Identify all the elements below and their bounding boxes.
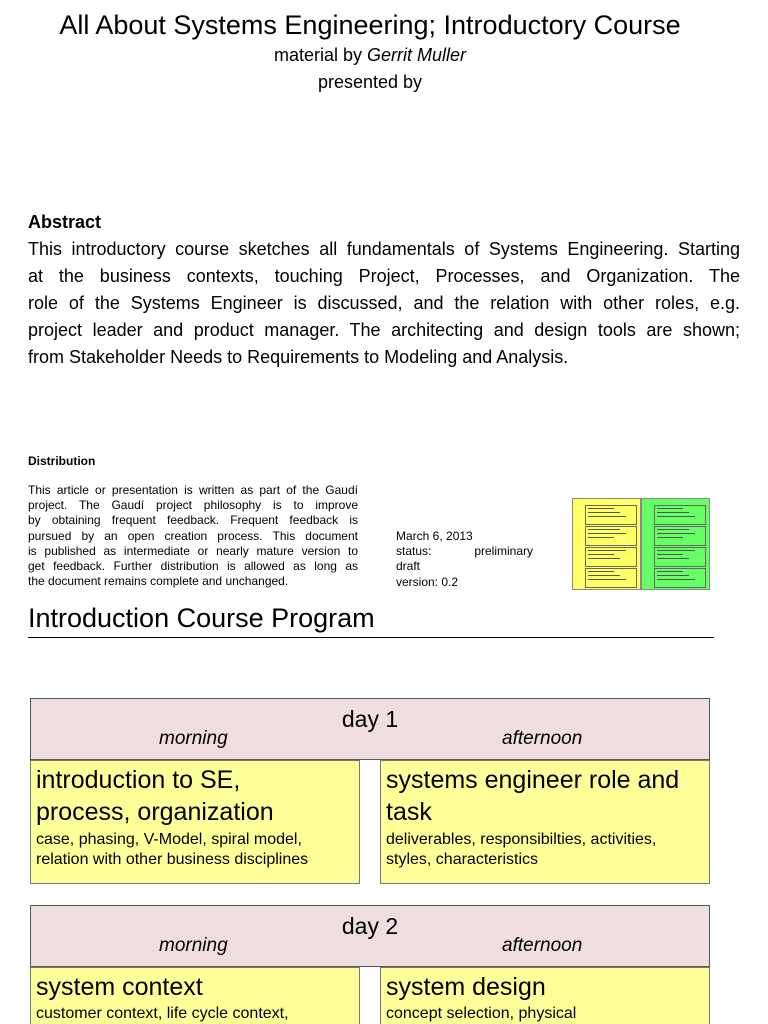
thumbnail-text-line bbox=[657, 554, 683, 555]
thumbnail-text-line bbox=[588, 571, 614, 572]
status-value: preliminary bbox=[474, 544, 533, 559]
distribution-text bbox=[28, 483, 358, 589]
thumbnail-text-line bbox=[657, 533, 695, 534]
thumbnail-text-line bbox=[588, 512, 620, 513]
thumbnail-right-half bbox=[641, 498, 710, 590]
afternoon-label: afternoon bbox=[502, 728, 583, 749]
abstract-text bbox=[28, 236, 740, 371]
section-title: Introduction Course Program bbox=[28, 603, 375, 633]
distribution-line: project. The Gaudí project philosophy is to improve bbox=[28, 498, 358, 513]
abstract-line: at the business contexts, touching Project, Processes, and Organization. The bbox=[28, 266, 740, 286]
thumbnail-text-line bbox=[588, 554, 614, 555]
day-name: day 1 bbox=[341, 706, 399, 732]
thumbnail-text-line bbox=[588, 550, 626, 551]
section-divider bbox=[28, 637, 714, 638]
thumbnail-text-line bbox=[588, 558, 620, 559]
abstract-line: project leader and product manager. The architecting and design tools are shown; bbox=[28, 320, 740, 340]
distribution-line: is published as intermediate or nearly mature version to bbox=[28, 543, 358, 558]
thumbnail-text-line bbox=[657, 558, 689, 559]
thumbnail-text-line bbox=[588, 529, 620, 530]
morning-label: morning bbox=[159, 935, 228, 956]
abstract-line: from Stakeholder Needs to Requirements to Modeling and Analysis. bbox=[28, 347, 569, 367]
session-block bbox=[380, 760, 710, 884]
distribution-heading: Distribution bbox=[28, 454, 96, 468]
session-title: system context bbox=[36, 973, 203, 1001]
afternoon-label: afternoon bbox=[502, 935, 583, 956]
thumbnail-text-line bbox=[588, 508, 614, 509]
session-title: task bbox=[386, 797, 432, 826]
day-name: day 2 bbox=[341, 913, 399, 939]
distribution-line: the document remains complete and unchanged. bbox=[28, 574, 289, 589]
thumbnail-text-line bbox=[657, 508, 683, 509]
thumbnail-text-line bbox=[588, 579, 626, 580]
thumbnail-text-line bbox=[657, 529, 689, 530]
document-title: All About Systems Engineering; Introductory Course bbox=[59, 10, 681, 40]
day-header bbox=[30, 905, 710, 967]
status-continuation: draft bbox=[396, 559, 421, 574]
abstract-heading: Abstract bbox=[28, 212, 102, 232]
thumbnail-text-line bbox=[588, 575, 620, 576]
thumbnail-text-line bbox=[657, 571, 683, 572]
distribution-line: get feedback. Further distribution is allowed as long as bbox=[28, 559, 358, 574]
abstract-line: role of the Systems Engineer is discussed, and the relation with other roles, e.g. bbox=[28, 293, 740, 313]
session-title: introduction to SE, bbox=[36, 766, 241, 794]
distribution-line: by obtaining frequent feedback. Frequent feedback is bbox=[28, 513, 358, 528]
distribution-line: pursued by an open creation process. This document bbox=[28, 528, 358, 543]
session-detail: styles, characteristics bbox=[386, 851, 539, 868]
session-detail: concept selection, physical bbox=[386, 1004, 577, 1022]
byline-prefix: material by bbox=[273, 45, 362, 65]
session-detail: relation with other business disciplines bbox=[36, 851, 309, 868]
thumbnail-text-line bbox=[588, 537, 614, 538]
presented-by: presented by bbox=[317, 72, 423, 92]
distribution-line: This article or presentation is written as part of the Gaudí bbox=[28, 483, 358, 497]
morning-label: morning bbox=[159, 728, 228, 749]
session-detail: case, phasing, V-Model, spiral model, bbox=[36, 831, 302, 848]
session-detail: customer context, life cycle context, bbox=[36, 1004, 289, 1022]
document-meta bbox=[396, 529, 533, 590]
abstract-line: This introductory course sketches all fundamentals of Systems Engineering. Starting bbox=[28, 239, 740, 259]
status-label: status: bbox=[396, 544, 432, 559]
thumbnail-left-half bbox=[572, 498, 641, 590]
author-name: Gerrit Muller bbox=[367, 45, 467, 65]
thumbnail-text-line bbox=[588, 533, 626, 534]
session-block bbox=[30, 967, 360, 1024]
session-title: system design bbox=[386, 973, 546, 1001]
meta-status bbox=[396, 544, 533, 559]
thumbnail-text-line bbox=[657, 575, 689, 576]
session-title: process, organization bbox=[36, 797, 274, 826]
thumbnail-text-line bbox=[657, 512, 689, 513]
session-block bbox=[30, 760, 360, 884]
thumbnail-text-line bbox=[588, 516, 626, 517]
program-thumbnail-image bbox=[572, 498, 710, 588]
meta-version: version: 0.2 bbox=[396, 574, 459, 589]
day-header bbox=[30, 698, 710, 760]
thumbnail-text-line bbox=[657, 550, 695, 551]
byline bbox=[0, 44, 740, 66]
thumbnail-text-line bbox=[657, 579, 695, 580]
meta-date: March 6, 2013 bbox=[396, 529, 473, 543]
session-block bbox=[380, 967, 710, 1024]
thumbnail-text-line bbox=[657, 516, 695, 517]
thumbnail-text-line bbox=[657, 537, 683, 538]
session-detail: deliverables, responsibilties, activities, bbox=[386, 831, 657, 848]
session-title: systems engineer role and bbox=[386, 766, 680, 794]
